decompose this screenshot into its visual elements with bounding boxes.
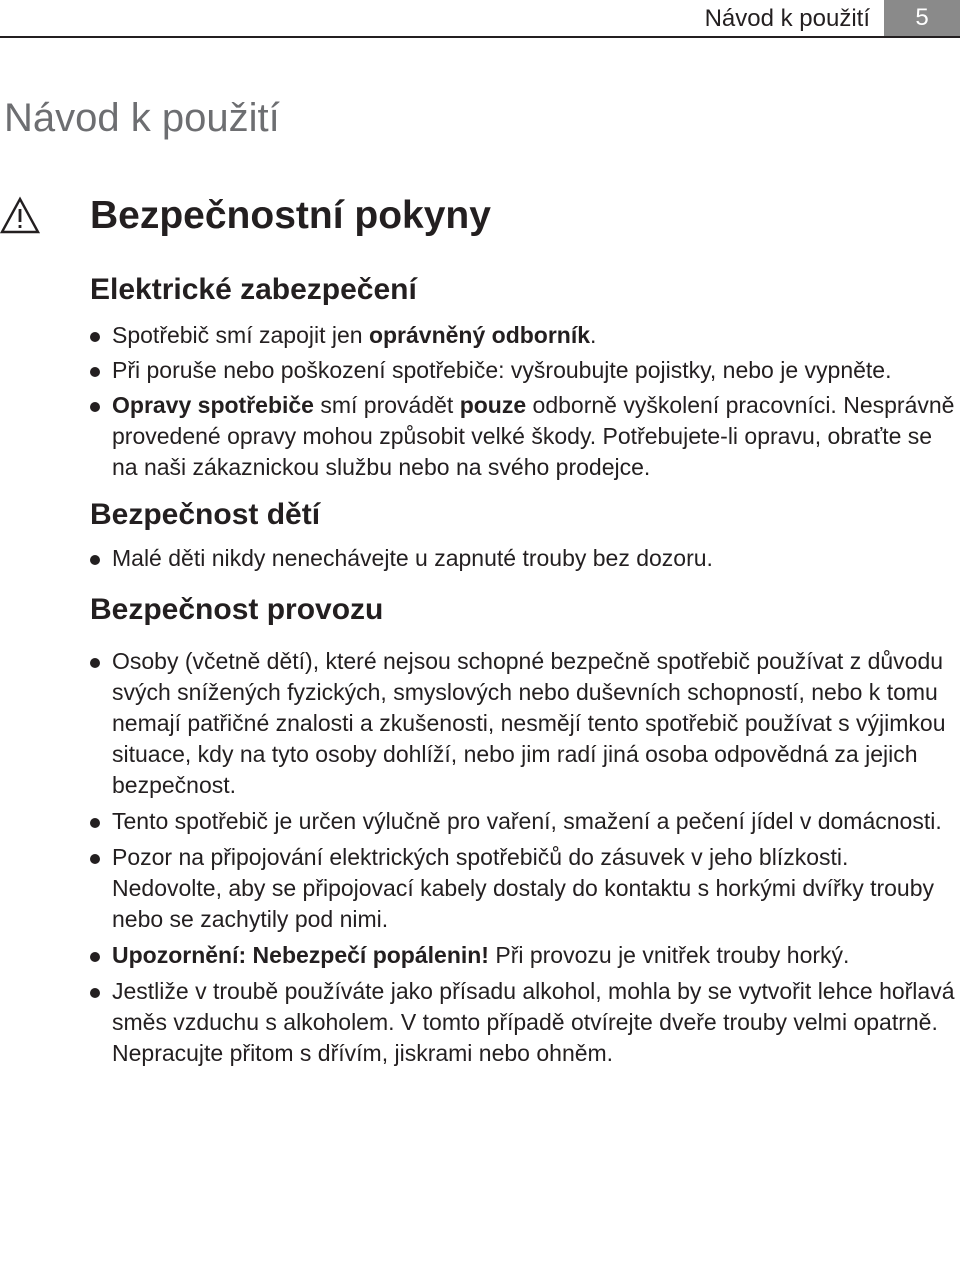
header-rule	[0, 36, 960, 38]
operation-heading: Bezpečnost provozu	[90, 593, 384, 626]
text-segment: smí provádět	[313, 392, 460, 418]
text-segment: .	[590, 322, 597, 348]
children-heading: Bezpečnost dětí	[90, 498, 321, 531]
list-item	[90, 355, 956, 386]
electrical-list	[90, 320, 956, 483]
page-title: Návod k použití	[4, 96, 280, 140]
text-segment: Jestliže v troubě používáte jako přísadu alkohol, mohla by se vytvořit lehce hořlavá směs vzduchu s alkoholem. V tomto případě otvírejte dveře trouby velmi opatrně. Nepracujte přitom s dřívím, jiskrami nebo ohněm.	[112, 978, 955, 1066]
bold-text: oprávněný odborník	[368, 322, 591, 348]
text-segment: Malé děti nikdy nenechávejte u zapnuté trouby bez dozoru.	[112, 545, 713, 571]
list-item	[90, 320, 956, 351]
page-header	[0, 0, 960, 38]
list-item	[90, 806, 956, 837]
electrical-heading: Elektrické zabezpečení	[90, 273, 417, 306]
operation-list	[90, 646, 956, 1069]
bold-text: Upozornění: Nebezpečí popálenin!	[112, 942, 489, 968]
page-number-badge: 5	[884, 0, 960, 36]
header-title: Návod k použití	[704, 5, 870, 32]
text-segment: Spotřebič smí zapojit jen	[112, 322, 369, 348]
bold-text: Opravy spotřebiče	[112, 392, 314, 418]
text-segment: Při poruše nebo poškození spotřebiče: vyšroubujte pojistky, nebo je vypněte.	[112, 357, 892, 383]
text-segment: Při provozu je vnitřek trouby horký.	[488, 942, 850, 968]
content	[90, 268, 956, 1074]
warning-triangle-icon	[0, 196, 40, 236]
text-segment: odborně vyškolení pracovníci. Nesprávně provedené opravy mohou způsobit velké škody. Potřebujete-li opravu, obraťte se na naši zákaznickou službu nebo na svého prodejce.	[112, 392, 955, 480]
text-segment: Pozor na připojování elektrických spotřebičů do zásuvek v jeho blízkosti. Nedovolte, aby se připojovací kabely dostaly do kontaktu s horkými dvířky trouby nebo se zachytily pod nimi.	[112, 844, 935, 932]
children-list	[90, 543, 956, 574]
list-item	[90, 543, 956, 574]
bold-text: pouze	[459, 392, 527, 418]
list-item	[90, 940, 956, 971]
list-item	[90, 646, 956, 801]
list-item	[90, 842, 956, 935]
section-title: Bezpečnostní pokyny	[90, 194, 491, 237]
list-item	[90, 976, 956, 1069]
text-segment: Osoby (včetně dětí), které nejsou schopné bezpečně spotřebič používat z důvodu svých snížených fyzických, smyslových nebo duševních schopností, nebo k tomu nemají patřičné znalosti a zkušenosti, nesmějí tento spotřebič používat s výjimkou situace, kdy na tyto osoby dohlíží, nebo jim radí jiná osoba odpovědná za jejich bezpečnost.	[112, 648, 946, 798]
text-segment: Tento spotřebič je určen výlučně pro vaření, smažení a pečení jídel v domácnosti.	[112, 808, 942, 834]
list-item	[90, 390, 956, 483]
